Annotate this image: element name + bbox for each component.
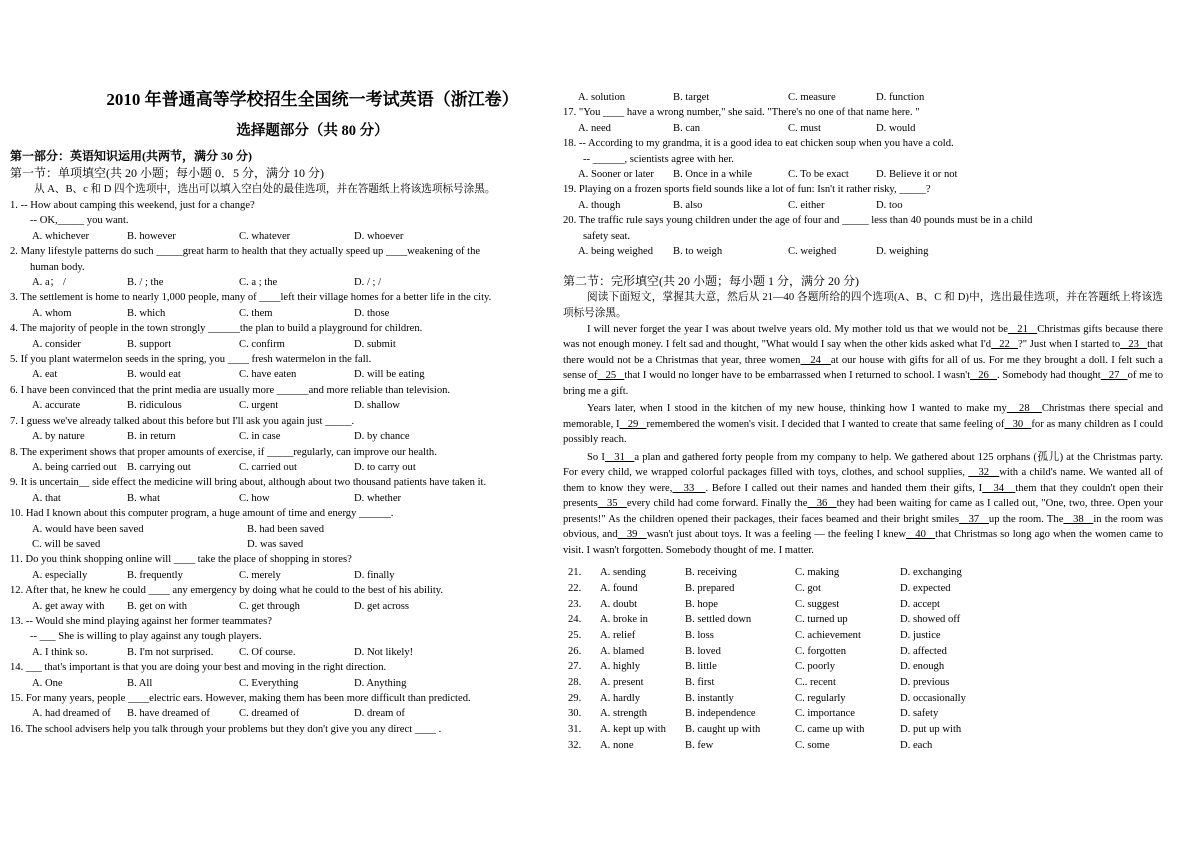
- answer-option: B. few: [685, 739, 714, 751]
- answer-option: A. solution: [578, 92, 626, 103]
- cloze-blank: 28: [1006, 403, 1042, 415]
- right-column: [563, 90, 1163, 754]
- answer-option: A. kept up with: [600, 724, 666, 736]
- cloze-blank: 30: [1004, 418, 1032, 430]
- question: [10, 660, 525, 691]
- cloze-blank: 36: [807, 498, 837, 510]
- answer-option: D. get across: [354, 600, 410, 612]
- answer-option: B. however: [127, 230, 176, 242]
- answer-option: C. merely: [239, 569, 281, 581]
- question-stem-line: 6. I have been convinced that the print media are usually more ______and more reliable than television.: [10, 384, 451, 396]
- answer-option: B. hope: [685, 598, 718, 610]
- answer-option: B. first: [685, 677, 715, 689]
- answer-option: C. whatever: [239, 230, 291, 242]
- answer-option: C. some: [795, 739, 830, 751]
- answer-option: D. Believe it or not: [876, 169, 958, 181]
- answer-option: C. forgotten: [795, 645, 847, 657]
- options-row: [10, 460, 525, 475]
- question-stem-line: 8. The experiment shows that proper amounts of exercise, if _____regularly, can improve our health.: [10, 446, 437, 458]
- answer-option: C. regularly: [795, 692, 846, 704]
- answer-option: A. consider: [32, 338, 81, 350]
- answer-option: C. achievement: [795, 629, 861, 641]
- cloze-question-number: 30.: [568, 708, 582, 720]
- cloze-blank: 37: [958, 513, 989, 525]
- answer-option: D. expected: [900, 582, 951, 594]
- passage-paragraph: I will never forget the year I was about twelve years old. My mother told us that we would not be 21 Christmas gifts because there was not enough money. I felt sad and thought, "What would I say when the other kids asked what I'd 22 ?" Just when I started to 23 that there would not be a Christmas that year, three women 24 at our house with gifts for all of us. For me they brought a doll. I felt such a sense of 25 that I would no longer have to be embarrassed when I returned to school. I wasn't 26 . Somebody had thought 27 of me to bring me a gift.: [563, 323, 1164, 397]
- answer-option: B. / ; the: [127, 277, 164, 289]
- question: [10, 552, 525, 583]
- question-stem-line: 12. After that, he knew he could ____ any emergency by doing what he could to the best of his ability.: [10, 585, 444, 597]
- answer-option: A. found: [600, 582, 638, 594]
- question: [563, 105, 1163, 136]
- question-stem-line: -- ___ She is willing to play against any tough players.: [30, 631, 262, 643]
- question-stem-line: safety seat.: [583, 230, 631, 242]
- options-row: [10, 706, 525, 721]
- answer-option: C. either: [788, 199, 825, 211]
- answer-option: A. though: [578, 199, 621, 211]
- single-choice-questions-left: [10, 198, 525, 737]
- section1-instructions: 从 A、B、c 和 D 四个选项中，选出可以填入空白处的最佳选项，并在答题纸上将该选项标号涂黑。: [34, 184, 496, 195]
- answer-option: B. I'm not surprised.: [127, 646, 214, 658]
- answer-option: C. making: [795, 567, 840, 579]
- answer-option: B. loved: [685, 645, 721, 657]
- answer-option: D. whoever: [354, 230, 404, 242]
- answer-option: C. have eaten: [239, 369, 297, 381]
- answer-option: B. to weigh: [673, 246, 723, 258]
- question: [10, 691, 525, 722]
- options-row: [563, 121, 1163, 136]
- cloze-question-number: 24.: [568, 614, 582, 626]
- cloze-question-row: [563, 675, 1163, 691]
- answer-option: B. have dreamed of: [127, 708, 210, 720]
- options-row: [10, 398, 525, 413]
- answer-option: B. All: [127, 677, 153, 689]
- answer-option: B. caught up with: [685, 724, 761, 736]
- answer-option: B. can: [673, 122, 701, 134]
- question-stem-line: 4. The majority of people in the town strongly ______the plan to build a playground for children.: [10, 323, 423, 335]
- cloze-blank: 38: [1063, 513, 1094, 525]
- answer-option: A. One: [32, 677, 63, 689]
- options-row: [10, 645, 525, 660]
- answer-option: C. a ; the: [239, 277, 278, 289]
- cloze-blank: 34: [982, 482, 1016, 494]
- answer-option: D. / ; /: [354, 277, 382, 289]
- cloze-blank: 21: [1008, 323, 1038, 335]
- answer-option: B. Once in a while: [673, 169, 753, 181]
- answer-option: B. support: [127, 338, 172, 350]
- cloze-question-number: 23.: [568, 598, 582, 610]
- answer-option: B. little: [685, 661, 717, 673]
- question: [10, 614, 525, 660]
- cloze-question-number: 26.: [568, 645, 582, 657]
- answer-option: C. weighed: [788, 246, 837, 258]
- question-stem-line: 17. "You ____ have a wrong number," she said. "There's no one of that name here. ": [563, 107, 920, 119]
- single-choice-questions-right: [563, 105, 1163, 259]
- question-stem-line: human body.: [30, 261, 85, 273]
- answer-option: A. relief: [600, 629, 636, 641]
- answer-option: D. too: [876, 199, 903, 211]
- answer-option: B. receiving: [685, 567, 737, 579]
- answer-option: C. poorly: [795, 661, 836, 673]
- answer-option: A. hardly: [600, 692, 641, 704]
- answer-option: C. To be exact: [788, 169, 849, 181]
- options-row: [563, 244, 1163, 259]
- cloze-question-row: [563, 738, 1163, 754]
- question: [10, 290, 525, 321]
- cloze-blank: 26: [970, 370, 997, 382]
- answer-option: B. get on with: [127, 600, 188, 612]
- cloze-blank: 31: [604, 451, 635, 463]
- cloze-question-row: [563, 722, 1163, 738]
- cloze-blank: 29: [619, 418, 647, 430]
- answer-option: A. need: [578, 122, 611, 134]
- answer-option: D. those: [354, 307, 390, 319]
- cloze-blank: 32: [968, 467, 1000, 479]
- cloze-blank: 22: [991, 339, 1019, 351]
- cloze-blank: 25: [597, 370, 625, 382]
- options-row: [10, 367, 525, 382]
- options-row: [10, 522, 525, 553]
- question: [10, 383, 525, 414]
- options-row: [563, 198, 1163, 213]
- question: [563, 213, 1163, 259]
- passage-paragraph: So I 31 a plan and gathered forty people from my company to help. We gathered about 125 orphans (孤儿) at the Christmas party. For every child, we wrapped colorful packages filled with toys, clothes, and school supplies, 32 with a child's name. We wanted all of them to know they were, 33 . Before I called out their names and handed them their gifts, I 34 them that they couldn't open their presents 35 every child had come forward. Finally the 36 they had been waiting for came as I called out, "One, two, three. Open your presents!" As the children opened their packages, their faces beamed and their bright smiles 37 up the room. The 38 in the room was obvious, and 39 wasn't just about toys. It was a feeling — the feeling I knew 40 that Christmas so long ago when the women came to visit. I wasn't forgotten. Somebody thought of me. I matter.: [563, 451, 1164, 556]
- section1-heading: 第一节：单项填空(共 20 小题；每小题 0．5 分，满分 10 分): [10, 166, 324, 180]
- answer-option: B. target: [673, 92, 710, 103]
- answer-option: C. them: [239, 307, 273, 319]
- answer-option: A. whichever: [32, 230, 90, 242]
- answer-option: A. none: [600, 739, 634, 751]
- question-stem-line: 3. The settlement is home to nearly 1,000 people, many of ____left their village homes for a better life in the city.: [10, 292, 492, 304]
- question: [10, 506, 525, 552]
- cloze-blank: 40: [906, 529, 936, 541]
- answer-option: C. carried out: [239, 461, 297, 473]
- question-stem-line: 10. Had I known about this computer program, a huge amount of time and energy ______.: [10, 508, 394, 520]
- question-stem-line: 14. ___ that's important is that you are doing your best and moving in the right direction.: [10, 662, 387, 674]
- answer-option: A. whom: [32, 307, 72, 319]
- answer-option: D. exchanging: [900, 567, 962, 579]
- cloze-question-number: 21.: [568, 567, 582, 579]
- answer-option: A. that: [32, 492, 61, 504]
- cloze-blank: 35: [597, 498, 627, 510]
- question-stem-line: 5. If you plant watermelon seeds in the spring, you ____ fresh watermelon in the fall.: [10, 354, 372, 366]
- question-stem-line: 20. The traffic rule says young children under the age of four and _____ less than 40 pounds must be in a child: [563, 215, 1033, 227]
- answer-option: A. accurate: [32, 400, 81, 412]
- answer-option: B. settled down: [685, 614, 752, 626]
- answer-option: B. also: [673, 199, 703, 211]
- cloze-question-number: 25.: [568, 629, 582, 641]
- question: [10, 445, 525, 476]
- answer-option: A. especially: [32, 569, 88, 581]
- answer-option: A. get away with: [32, 600, 105, 612]
- cloze-question-number: 28.: [568, 677, 582, 689]
- answer-option: C. must: [788, 122, 821, 134]
- answer-option: C. suggest: [795, 598, 840, 610]
- answer-option: A. Sooner or later: [578, 169, 654, 181]
- answer-option: B. prepared: [685, 582, 735, 594]
- cloze-question-row: [563, 644, 1163, 660]
- cloze-blank: 39: [617, 529, 647, 541]
- cloze-question-row: [563, 581, 1163, 597]
- answer-option: D. Anything: [354, 677, 407, 689]
- question-stem-line: 2. Many lifestyle patterns do such _____great harm to health that they actually speed up ____weakening of the: [10, 246, 481, 258]
- answer-option: D. function: [876, 92, 925, 103]
- answer-option: C. confirm: [239, 338, 285, 350]
- answer-option: B. had been saved: [247, 523, 325, 535]
- answer-option: C. urgent: [239, 400, 279, 412]
- question: [10, 352, 525, 383]
- answer-option: D. dream of: [354, 708, 405, 720]
- question-stem-line: 7. I guess we've already talked about this before but I'll ask you again just _____.: [10, 415, 355, 427]
- question: [563, 136, 1163, 182]
- question-stem-line: 1. -- How about camping this weekend, just for a change?: [10, 200, 255, 211]
- answer-option: A. strength: [600, 708, 648, 720]
- answer-option: A. broke in: [600, 614, 648, 626]
- cloze-blank: 33: [672, 482, 706, 494]
- answer-option: D. finally: [354, 569, 395, 581]
- answer-option: B. carrying out: [127, 461, 191, 473]
- cloze-question-row: [563, 565, 1163, 581]
- answer-option: C. got: [795, 582, 821, 594]
- question-stem-line: 19. Playing on a frozen sports field sounds like a lot of fun: Isn't it rather risky, _____?: [563, 184, 931, 196]
- question: [563, 182, 1163, 213]
- question: [10, 583, 525, 614]
- cloze-question-number: 22.: [568, 582, 582, 594]
- answer-option: C. turned up: [795, 614, 848, 626]
- answer-option: B. in return: [127, 431, 176, 443]
- answer-option: A. being carried out: [32, 461, 117, 473]
- question-stem-line: 13. -- Would she mind playing against her former teammates?: [10, 615, 272, 627]
- answer-option: D. was saved: [247, 538, 304, 550]
- answer-option: D. previous: [900, 677, 950, 689]
- cloze-passage: [563, 322, 1163, 559]
- question-stem-line: 18. -- According to my grandma, it is a good idea to eat chicken soup when you have a cold.: [563, 138, 954, 150]
- question: [10, 414, 525, 445]
- answer-option: D. by chance: [354, 431, 410, 443]
- cloze-question-row: [563, 706, 1163, 722]
- answer-option: D. submit: [354, 338, 396, 350]
- answer-option: C. importance: [795, 708, 856, 720]
- answer-option: D. enough: [900, 661, 945, 673]
- answer-option: B. loss: [685, 629, 714, 641]
- answer-option: B. independence: [685, 708, 756, 720]
- answer-option: D. shallow: [354, 400, 400, 412]
- answer-option: D. put up with: [900, 724, 962, 736]
- answer-option: C. how: [239, 492, 270, 504]
- options-row: [10, 491, 525, 506]
- options-row: [563, 90, 1163, 105]
- options-row: [10, 229, 525, 244]
- answer-option: D. each: [900, 739, 933, 751]
- answer-option: B. what: [127, 492, 160, 504]
- question: [10, 722, 525, 737]
- question-stem-line: -- OK,_____ you want.: [30, 215, 129, 227]
- answer-option: C. will be saved: [32, 538, 101, 550]
- question-16-options-row: [563, 90, 1163, 105]
- cloze-question-row: [563, 628, 1163, 644]
- options-row: [563, 167, 1163, 182]
- answer-option: C. measure: [788, 92, 836, 103]
- answer-option: D. would: [876, 122, 916, 134]
- answer-option: D. justice: [900, 629, 941, 641]
- answer-option: C. Of course.: [239, 646, 296, 658]
- answer-option: B. would eat: [127, 369, 181, 381]
- answer-option: C. get through: [239, 600, 300, 612]
- question: [10, 321, 525, 352]
- cloze-question-row: [563, 612, 1163, 628]
- answer-option: A. a； /: [32, 277, 66, 289]
- section-gap: [563, 259, 1163, 273]
- question-stem-line: 9. It is uncertain__ side effect the medicine will bring about, although about two thousand patients have taken it.: [10, 477, 487, 489]
- cloze-question-number: 29.: [568, 692, 582, 704]
- question: [10, 198, 525, 244]
- question-stem-line: 15. For many years, people ____electric ears. However, making them has been more difficult than predicted.: [10, 693, 471, 704]
- answer-option: A. highly: [600, 661, 641, 673]
- page-subtitle: 选择题部分（共 80 分）: [236, 123, 389, 139]
- answer-option: D. showed off: [900, 614, 961, 626]
- answer-option: A. I think so.: [32, 646, 88, 658]
- question-stem-line: 11. Do you think shopping online will ____ take the place of shopping in stores?: [10, 554, 352, 566]
- options-row: [10, 599, 525, 614]
- answer-option: A. by nature: [32, 431, 85, 443]
- options-row: [10, 676, 525, 691]
- answer-option: D. accept: [900, 598, 940, 610]
- answer-option: C. dreamed of: [239, 708, 300, 720]
- answer-option: A. doubt: [600, 598, 638, 610]
- question: [10, 475, 525, 506]
- cloze-question-number: 27.: [568, 661, 582, 673]
- question-stem-line: 16. The school advisers help you talk through your problems but they don't give you any direct ____ .: [10, 723, 442, 735]
- question-stem-line: -- ______, scientists agree with her.: [583, 153, 734, 165]
- answer-option: C.. recent: [795, 677, 836, 689]
- answer-option: D. will be eating: [354, 369, 425, 381]
- passage-paragraph: Years later, when I stood in the kitchen of my new house, thinking how I wanted to make my 28 Christmas there special and memorable, I 29 remembered the women's visit. I decided that I wanted to create that same feeling of 30 for as many children as I could possibly reach.: [563, 403, 1164, 446]
- options-row: [10, 306, 525, 321]
- answer-option: C. in case: [239, 431, 281, 443]
- cloze-blank: 23: [1120, 339, 1148, 351]
- left-column: [10, 88, 525, 737]
- answer-option: D. weighing: [876, 246, 929, 258]
- answer-option: A. present: [600, 677, 644, 689]
- answer-option: A. being weighed: [578, 246, 654, 258]
- answer-option: D. to carry out: [354, 461, 416, 473]
- answer-option: A. blamed: [600, 645, 645, 657]
- answer-option: A. would have been saved: [32, 523, 144, 535]
- answer-option: C. came up with: [795, 724, 865, 736]
- answer-option: D. affected: [900, 645, 947, 657]
- question: [10, 244, 525, 290]
- answer-option: B. which: [127, 307, 166, 319]
- section2-instructions: 阅读下面短文，掌握其大意，然后从 21—40 各题所给的四个选项(A、B、C 和 D)中，选出最佳选项，并在答题纸上将该选项标号涂黑。: [563, 292, 1163, 320]
- answer-option: B. ridiculous: [127, 400, 182, 412]
- cloze-question-number: 31.: [568, 724, 582, 736]
- cloze-blank: 24: [800, 354, 831, 366]
- cloze-questions: [563, 565, 1163, 753]
- answer-option: D. whether: [354, 492, 402, 504]
- answer-option: A. eat: [32, 369, 58, 381]
- answer-option: B. frequently: [127, 569, 183, 581]
- answer-option: B. instantly: [685, 692, 734, 704]
- answer-option: A. had dreamed of: [32, 708, 111, 720]
- part1-heading: 第一部分：英语知识运用(共两节，满分 30 分): [10, 149, 252, 163]
- answer-option: D. occasionally: [900, 692, 966, 704]
- answer-option: C. Everything: [239, 677, 299, 689]
- options-row: [10, 337, 525, 352]
- cloze-question-row: [563, 597, 1163, 613]
- cloze-blank: 27: [1100, 370, 1128, 382]
- options-row: [10, 429, 525, 444]
- answer-option: D. Not likely!: [354, 646, 414, 658]
- section2-heading: 第二节：完形填空(共 20 小题；每小题 1 分，满分 20 分): [563, 274, 859, 289]
- options-row: [10, 275, 525, 290]
- options-row: [10, 568, 525, 583]
- cloze-question-row: [563, 691, 1163, 707]
- cloze-question-row: [563, 659, 1163, 675]
- answer-option: D. safety: [900, 708, 939, 720]
- page-title: 2010 年普通高等学校招生全国统一考试英语（浙江卷）: [106, 90, 519, 109]
- cloze-question-number: 32.: [568, 739, 582, 751]
- answer-option: A. sending: [600, 567, 646, 579]
